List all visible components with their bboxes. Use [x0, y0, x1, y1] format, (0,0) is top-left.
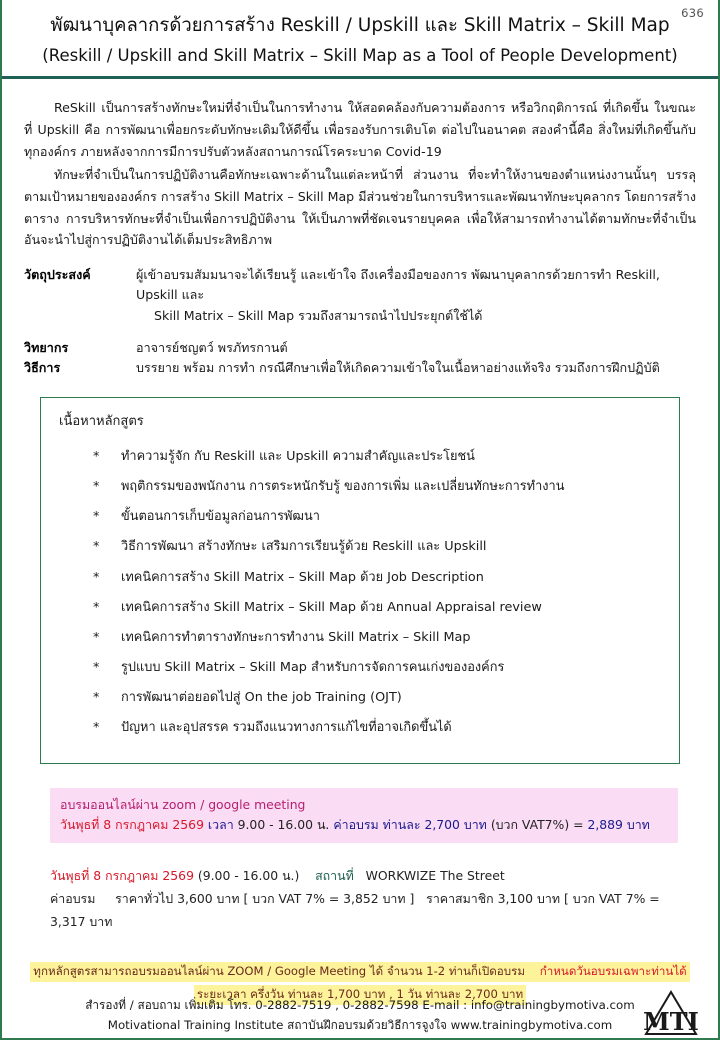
outline-item [41, 447, 679, 466]
footer-content [16, 995, 704, 1036]
outline-item-label: รูปแบบ Skill Matrix – Skill Map สำหรับการจัดการคนเก่งขององค์กร [121, 660, 505, 676]
method-row [24, 358, 696, 378]
document-header [2, 0, 718, 85]
note-line-1-part-1: ทุกหลักสูตรสามารถอบรมออนไลน์ผ่าน ZOOM / Google Meeting ได้ จำนวน 1-2 ท่านก็เปิดอบรม [33, 963, 525, 978]
outline-item [41, 628, 679, 647]
speaker-value: อาจารย์ชญตว์ พรภัทรกานต์ [136, 340, 288, 355]
outline-item [41, 598, 679, 617]
onsite-session-section [50, 865, 698, 934]
online-date: วันพุธที่ 8 กรกฎาคม 2569 [60, 816, 204, 832]
bullet-marker-icon: * [93, 599, 100, 615]
onsite-venue: WORKWIZE The Street [365, 867, 505, 883]
intro-paragraph-2: ทักษะที่จำเป็นในการปฏิบัติงานคือทักษะเฉพาะด้านในแต่ละหน้าที่ ส่วนงาน ที่จะทำให้งานของตำแหน่งงานนั้นๆ บรรลุตามเป้าหมายขององค์กร การสร้าง Skill Matrix – Skill Map มีส่วนช่วยในการบริหารและพัฒนาทักษะบุคลากร โดยการสร้างตาราง การบริหารทักษะที่จำเป็นเพื่อการปฏิบัติงาน ให้เป็นภาพที่ชัดเจนรายบุคคล เพื่อให้สามารถทำงานได้ตามทักษะที่จำเป็นอันจะนำไปสู่การปฏิบัติงานได้เต็มประสิทธิภาพ [24, 167, 696, 248]
onsite-venue-label: สถานที่ [315, 867, 354, 883]
onsite-schedule-line [50, 865, 698, 888]
bullet-marker-icon: * [93, 660, 100, 676]
onsite-general-price: 3,600 บาท [177, 890, 240, 906]
outline-item [41, 568, 679, 587]
bullet-marker-icon: * [93, 478, 100, 494]
course-details-section [2, 253, 718, 379]
onsite-time: (9.00 - 16.00 น.) [197, 867, 300, 883]
outline-item-label: วิธีการพัฒนา สร้างทักษะ เสริมการเรียนรู้ด้วย Reskill และ Upskill [121, 539, 487, 555]
onsite-date: วันพุธที่ 8 กรกฎาคม 2569 [50, 867, 194, 883]
footer-contact-line: สำรองที่ / สอบถาม เพิ่มเติม โทร. 0-2882-7519 , 0-2882-7598 E-mail : info@trainingbymotiva.com [85, 997, 635, 1012]
details-spacer [24, 326, 696, 338]
online-time: 9.00 - 16.00 น. [237, 816, 330, 832]
outline-item-label: ปัญหา และอุปสรรค รวมถึงแนวทางการแก้ไขที่อาจเกิดขึ้นได้ [121, 720, 452, 736]
onsite-general-vat: [ บวก VAT 7% = 3,852 บาท ] [243, 890, 415, 906]
course-outline-heading: เนื้อหาหลักสูตร [59, 413, 144, 429]
outline-item [41, 688, 679, 707]
outline-item [41, 477, 679, 496]
page-number: 636 [681, 6, 704, 20]
header-divider [2, 76, 718, 79]
course-outline-list [41, 447, 679, 738]
online-fee: 2,700 บาท [424, 816, 487, 832]
objective-label: วัตถุประสงค์ [24, 266, 91, 282]
method-value: บรรยาย พร้อม การทำ กรณีศึกษาเพื่อให้เกิดความเข้าใจในเนื้อหาอย่างแท้จริง รวมถึงการฝึกปฏิบัติ [136, 360, 660, 376]
bullet-marker-icon: * [93, 629, 100, 645]
bullet-marker-icon: * [93, 448, 100, 464]
onsite-member-vat: [ บวก VAT 7% = 3,317 บาท [50, 890, 660, 929]
onsite-fee-label: ค่าอบรม [50, 890, 96, 906]
bullet-marker-icon: * [93, 720, 100, 736]
speaker-label: วิทยากร [24, 340, 69, 355]
mti-logo-icon [644, 990, 698, 1036]
outline-item [41, 658, 679, 677]
document-footer [2, 995, 718, 1036]
objective-row [24, 265, 696, 326]
note-line-2: ระยะเวลา ครึ่งวัน ท่านละ 1,700 บาท , 1 วัน ท่านละ 2,700 บาท [194, 985, 526, 1005]
footer-institute-line: Motivational Training Institute สถาบันฝึกอบรมด้วยวิธีการจูงใจ www.trainingbymotiva.com [107, 1018, 613, 1033]
onsite-member-label: ราคาสมาชิก [426, 890, 494, 906]
bullet-marker-icon: * [93, 509, 100, 525]
online-fee-total: 2,889 บาท [587, 816, 650, 832]
online-vat-note: (บวก VAT7%) = [490, 816, 584, 832]
note-line-1-part-2: กำหนดวันอบรมเฉพาะท่านได้ [539, 963, 687, 978]
objective-line-1: ผู้เข้าอบรมสัมมนาจะได้เรียนรู้ และเข้าใจ ถึงเครื่องมือของการ พัฒนาบุคลากรด้วยการทำ Reskill, Upskill และ [136, 266, 660, 303]
online-time-label: เวลา [207, 816, 234, 832]
online-channel: อบรมออนไลน์ผ่าน zoom / google meeting [60, 796, 306, 812]
course-outline-box [40, 397, 680, 764]
onsite-general-label: ราคาทั่วไป [115, 890, 174, 906]
page-title-thai: พัฒนาบุคลากรด้วยการสร้าง Reskill / Upskill และ Skill Matrix – Skill Map [50, 15, 670, 36]
outline-item-label: พฤติกรรมของพนักงาน การตระหนักรับรู้ ของการเพิ่ม และเปลี่ยนทักษะการทำงาน [121, 478, 565, 494]
outline-item [41, 718, 679, 737]
page-title-english: (Reskill / Upskill and Skill Matrix – Skill Map as a Tool of People Development) [42, 45, 678, 65]
svg-text:MTI: MTI [644, 1007, 698, 1036]
outline-item-label: การพัฒนาต่อยอดไปสู่ On the job Training (OJT) [121, 690, 402, 706]
online-schedule-line [60, 815, 666, 835]
outline-item-label: เทคนิคการสร้าง Skill Matrix – Skill Map ด้วย Annual Appraisal review [121, 599, 542, 615]
objective-value [136, 265, 696, 326]
outline-item [41, 537, 679, 556]
intro-section [2, 85, 718, 251]
method-label: วิธีการ [24, 360, 61, 376]
bullet-marker-icon: * [93, 539, 100, 555]
outline-item-label: เทคนิคการสร้าง Skill Matrix – Skill Map ด้วย Job Description [121, 569, 484, 585]
speaker-row [24, 338, 696, 358]
outline-item-label: ขั้นตอนการเก็บข้อมูลก่อนการพัฒนา [121, 509, 320, 525]
outline-item-label: ทำความรู้จัก กับ Reskill และ Upskill ความสำคัญและประโยชน์ [121, 448, 475, 464]
bullet-marker-icon: * [93, 569, 100, 585]
outline-item [41, 507, 679, 526]
bullet-marker-icon: * [93, 690, 100, 706]
online-session-box [50, 788, 678, 843]
note-line-1 [30, 962, 689, 982]
intro-paragraph-1: ReSkill เป็นการสร้างทักษะใหม่ที่จำเป็นในการทำงาน ให้สอดคล้องกับความต้องการ หรือวิกฤติการณ์ ที่เกิดขึ้น ในขณะที่ Upskill คือ การพัฒนาเพื่อยกระดับทักษะเดิมให้ดีขึ้น เพื่อรองรับการเติบโต ต่อไปในอนาคต สองคำนี้คือ สิ่งใหม่ที่เกิดขึ้นกับทุกองค์กร ภายหลังจากการมีการปรับตัวหลังสถานการณ์โรคระบาด Covid-19 [24, 100, 696, 159]
outline-item-label: เทคนิคการทำตารางทักษะการทำงาน Skill Matrix – Skill Map [121, 629, 471, 645]
onsite-member-price: 3,100 บาท [497, 890, 560, 906]
objective-line-2: Skill Matrix – Skill Map รวมถึงสามารถนำไปประยุกต์ใช้ได้ [154, 307, 483, 323]
online-fee-label: ค่าอบรม ท่านละ [333, 816, 421, 832]
onsite-price-line [50, 888, 698, 934]
